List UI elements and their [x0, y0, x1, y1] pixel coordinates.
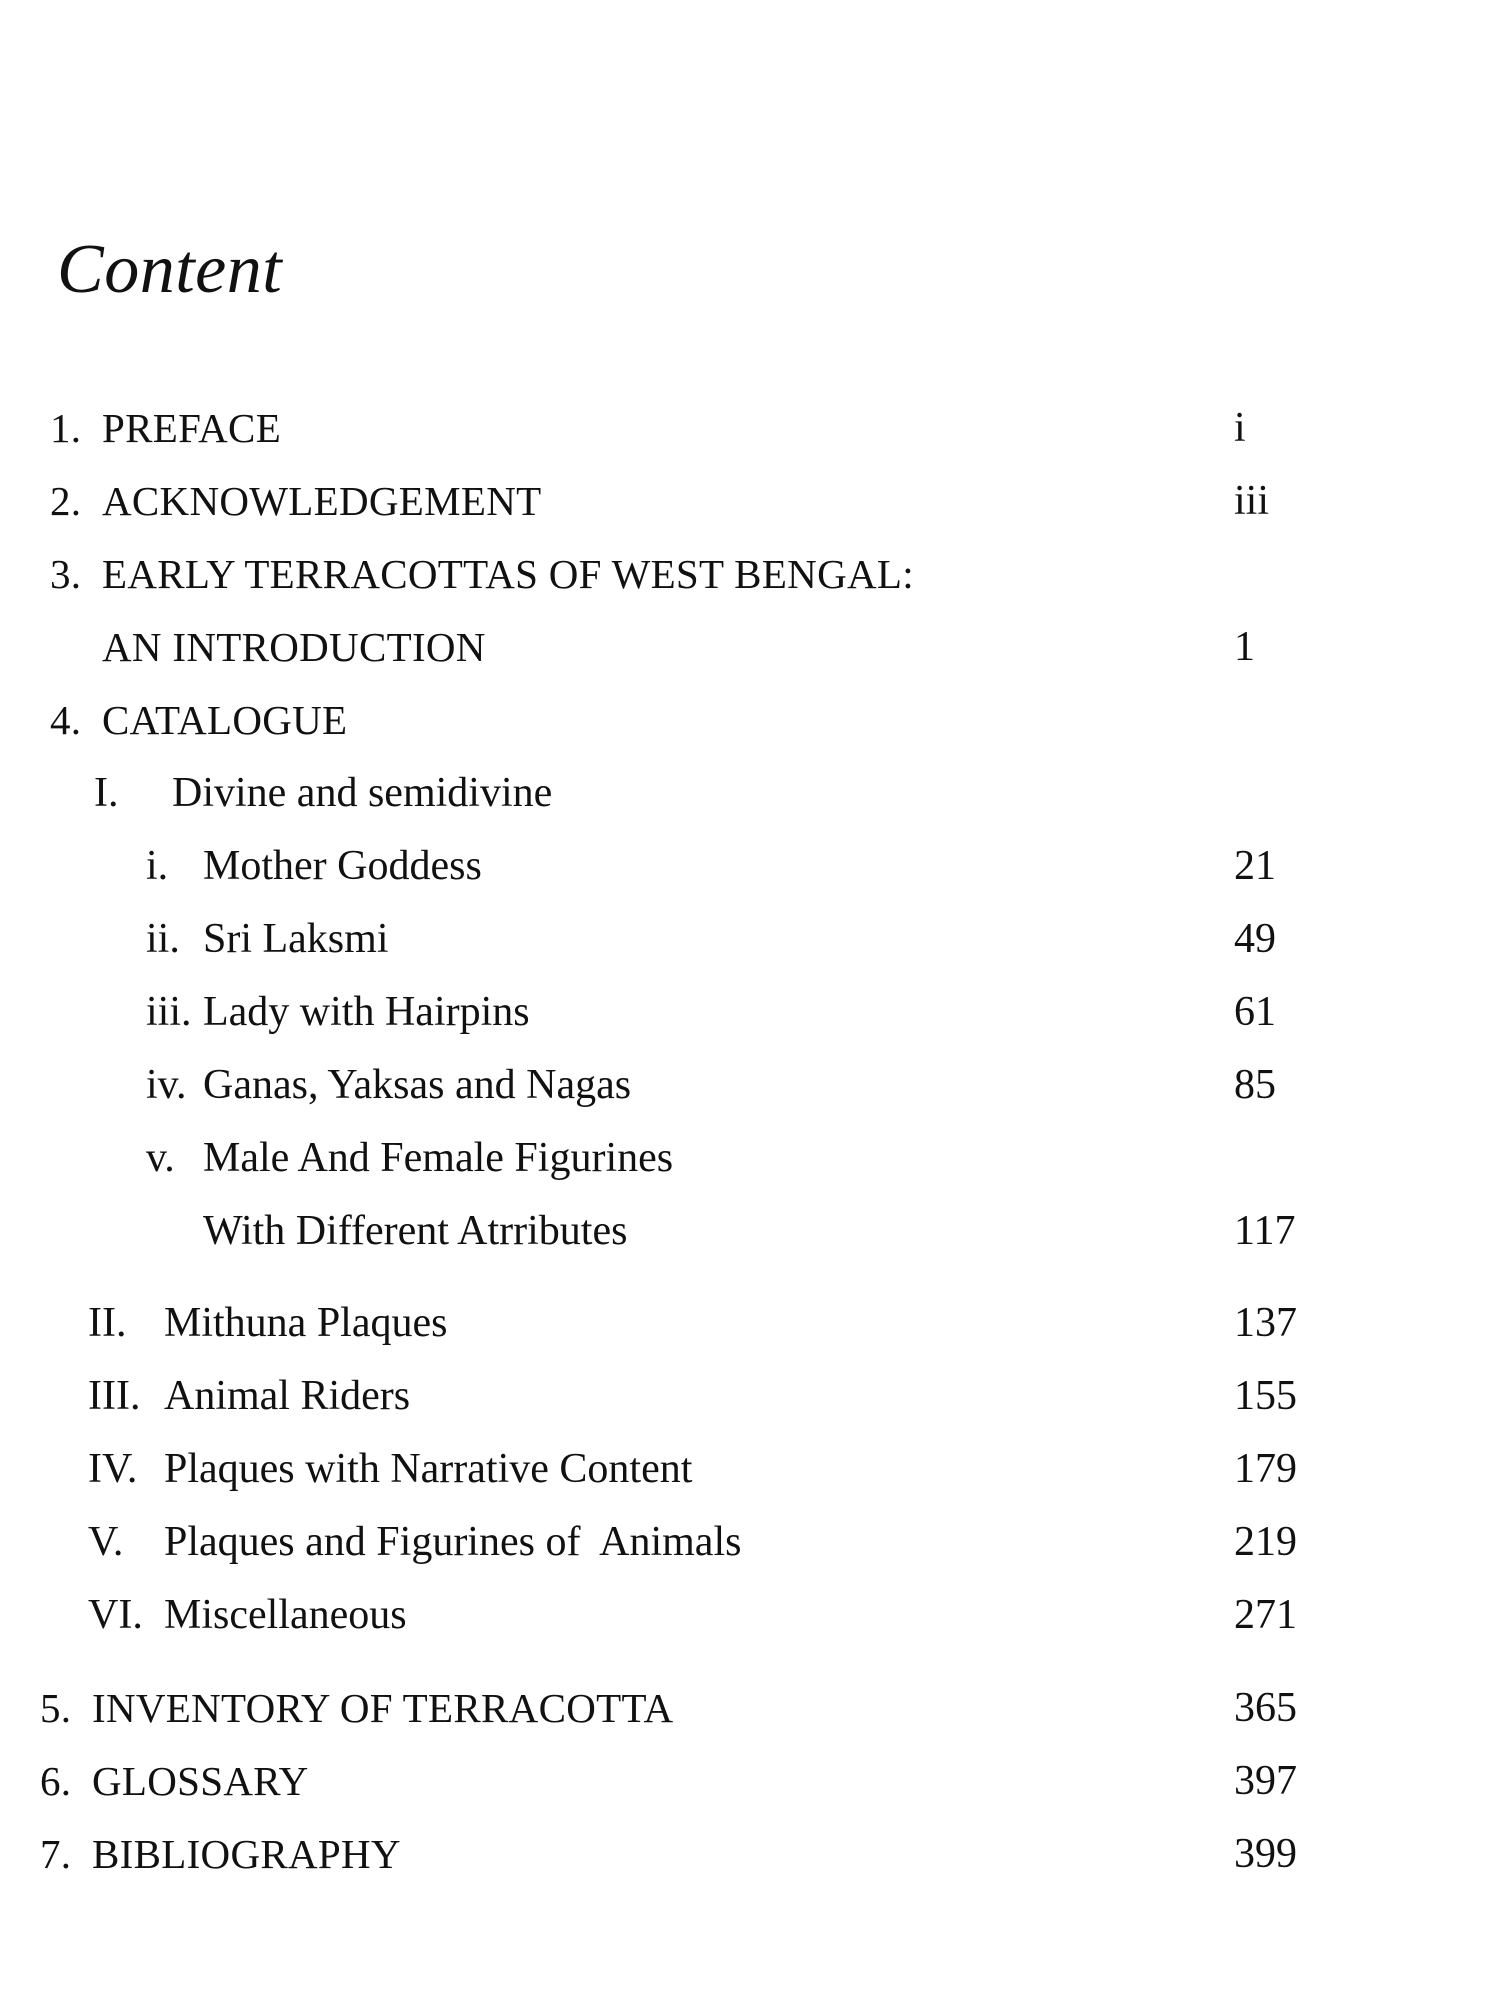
entry-number: iii.: [146, 989, 192, 1035]
entry-number: V.: [88, 1519, 124, 1565]
toc-entry-mother-goddess: [0, 836, 1500, 896]
entry-label: CATALOGUE: [102, 697, 348, 743]
entry-label: AN INTRODUCTION: [102, 624, 486, 670]
toc-entry-catalogue: [0, 690, 1500, 750]
entry-page: 397: [1234, 1758, 1297, 1804]
entry-label: ACKNOWLEDGEMENT: [102, 478, 542, 524]
toc-entry-male-female-figurines: [0, 1128, 1500, 1188]
entry-number: 4.: [50, 697, 82, 743]
entry-number: 7.: [40, 1831, 72, 1877]
toc-entry-introduction: [0, 617, 1500, 677]
entry-page: 85: [1234, 1062, 1276, 1108]
entry-page: 365: [1234, 1685, 1297, 1731]
toc-entry-different-attributes: [0, 1201, 1500, 1261]
entry-number: 2.: [50, 478, 82, 524]
entry-page: 179: [1234, 1446, 1297, 1492]
entry-number: I.: [94, 770, 119, 816]
toc-entry-ganas: [0, 1055, 1500, 1115]
entry-number: 3.: [50, 551, 82, 597]
entry-label: EARLY TERRACOTTAS OF WEST BENGAL:: [102, 551, 914, 597]
toc-entry-acknowledgement: [0, 471, 1500, 531]
entry-page: 399: [1234, 1831, 1297, 1877]
entry-number: II.: [88, 1300, 127, 1346]
toc-entry-glossary: [0, 1751, 1500, 1811]
entry-page: 61: [1234, 989, 1276, 1035]
entry-label: Miscellaneous: [164, 1592, 407, 1638]
entry-number: iv.: [146, 1062, 187, 1108]
entry-number: III.: [88, 1373, 141, 1419]
entry-label: Plaques with Narrative Content: [164, 1446, 693, 1492]
page-title: Content: [57, 230, 283, 308]
entry-label: Male And Female Figurines: [203, 1135, 674, 1181]
entry-label: Animal Riders: [164, 1373, 411, 1419]
entry-label: With Different Atrributes: [203, 1208, 628, 1254]
entry-label: GLOSSARY: [92, 1758, 309, 1804]
entry-page: i: [1234, 405, 1246, 451]
entry-label: Divine and semidivine: [172, 770, 553, 816]
toc-entry-mithuna-plaques: [0, 1293, 1500, 1353]
entry-page: 21: [1234, 843, 1276, 889]
entry-label: Sri Laksmi: [203, 916, 389, 962]
entry-number: 1.: [50, 405, 82, 451]
toc-entry-sri-laksmi: [0, 909, 1500, 969]
toc-entry-animal-figurines: [0, 1512, 1500, 1572]
toc-entry-animal-riders: [0, 1366, 1500, 1426]
entry-label: INVENTORY OF TERRACOTTA: [92, 1685, 674, 1731]
entry-page: 137: [1234, 1300, 1297, 1346]
toc-entry-lady-with-hairpins: [0, 982, 1500, 1042]
toc-entry-early-terracottas: [0, 544, 1500, 604]
entry-label: Lady with Hairpins: [203, 989, 530, 1035]
entry-page: iii: [1234, 478, 1270, 524]
entry-page: 271: [1234, 1592, 1297, 1638]
entry-page: 219: [1234, 1519, 1297, 1565]
toc-entry-inventory: [0, 1678, 1500, 1738]
entry-page: 117: [1234, 1208, 1296, 1254]
entry-number: v.: [146, 1135, 175, 1181]
entry-label: BIBLIOGRAPHY: [92, 1831, 401, 1877]
toc-entry-miscellaneous: [0, 1585, 1500, 1645]
entry-label: Mother Goddess: [203, 843, 482, 889]
entry-label: Plaques and Figurines of Animals: [164, 1519, 742, 1565]
entry-number: IV.: [88, 1446, 138, 1492]
entry-label: Mithuna Plaques: [164, 1300, 448, 1346]
entry-number: ii.: [146, 916, 180, 962]
toc-entry-divine: [0, 763, 1500, 823]
entry-label: PREFACE: [102, 405, 282, 451]
entry-page: 1: [1234, 624, 1255, 670]
toc-entry-preface: [0, 398, 1500, 458]
toc-entry-narrative-plaques: [0, 1439, 1500, 1499]
entry-label: Ganas, Yaksas and Nagas: [203, 1062, 632, 1108]
toc-entry-bibliography: [0, 1824, 1500, 1884]
entry-number: 6.: [40, 1758, 72, 1804]
entry-number: VI.: [88, 1592, 143, 1638]
entry-page: 155: [1234, 1373, 1297, 1419]
entry-number: i.: [146, 843, 169, 889]
entry-number: 5.: [40, 1685, 72, 1731]
entry-page: 49: [1234, 916, 1276, 962]
